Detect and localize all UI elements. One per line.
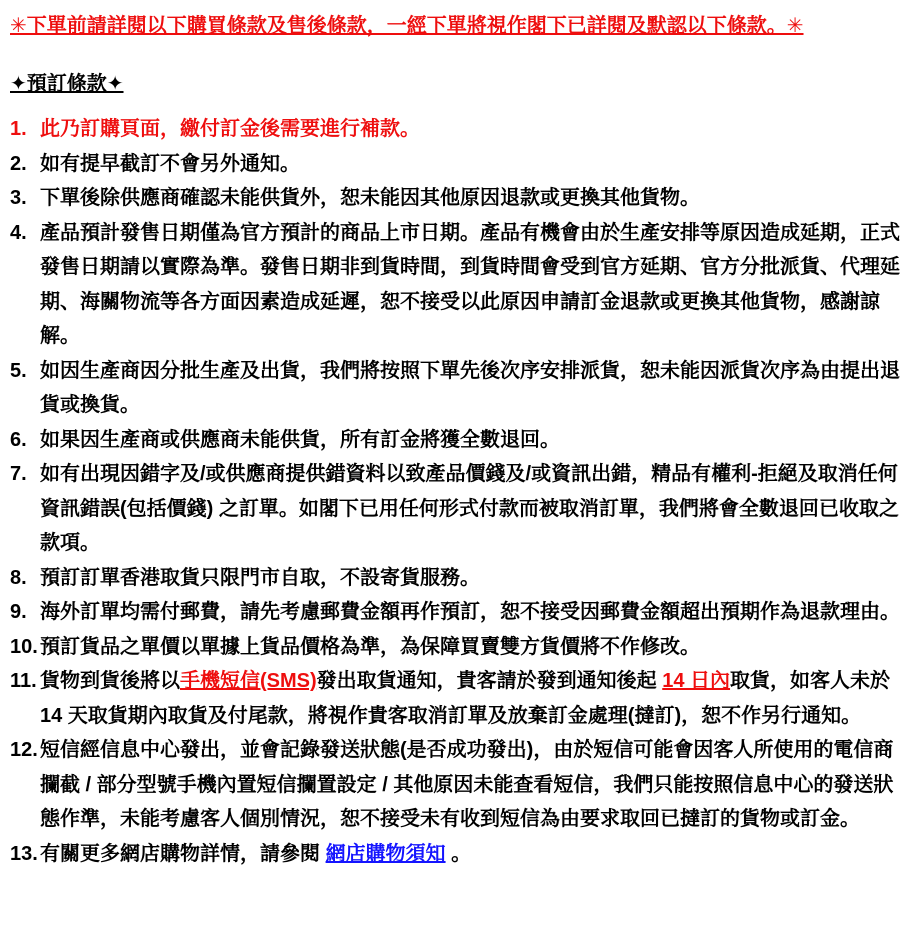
terms-list [10,112,905,871]
term-segment: 如有出現因錯字及/或供應商提供錯資料以致產品價錢及/或資訊出錯，精品有權利-拒絕及取消任何資訊錯誤(包括價錢) 之訂單。如閣下已用任何形式付款而被取消訂單，我們將會全數退回已收取之款項。 [40,463,899,554]
term-item [10,354,905,423]
term-item [10,216,905,354]
term-highlight: 手機短信(SMS) [180,670,317,692]
term-item [10,837,905,872]
term-number: 6. [10,428,27,451]
term-item [10,561,905,596]
term-number: 4. [10,221,27,244]
pre-order-warning-header: ✳下單前請詳閱以下購買條款及售後條款，一經下單將視作閣下已詳閱及默認以下條款。✳ [10,15,804,37]
term-segment: 產品預計發售日期僅為官方預計的商品上市日期。產品有機會由於生產安排等原因造成延期，正式發售日期請以實際為準。發售日期非到貨時間，到貨時間會受到官方延期、官方分批派貨、代理延期、海關物流等各方面因素造成延遲，恕不接受以此原因申請訂金退款或更換其他貨物，感謝諒解。 [40,221,900,347]
term-number: 1. [10,118,27,140]
term-highlight: 14 日內 [662,670,731,692]
term-item [10,733,905,837]
term-content [40,222,900,348]
term-content [40,670,890,727]
term-segment: 預訂貨品之單價以單據上貨品價格為準，為保障買賣雙方貨價將不作修改。 [40,635,700,658]
term-segment: 預訂訂單香港取貨只限門市自取，不設寄貨服務。 [40,566,480,589]
section-title-preorder-terms: ✦預訂條款✦ [10,73,124,95]
term-item [10,112,905,147]
term-segment: 如有提早截訂不會另外通知。 [40,152,300,175]
term-segment: 。 [445,842,472,865]
term-content [40,567,480,589]
term-content [40,739,893,830]
term-item [10,181,905,216]
term-content [40,118,420,140]
term-content [40,843,471,865]
term-item [10,664,905,733]
term-content [40,601,900,623]
term-content [40,636,700,658]
term-segment: 貨物到貨後將以 [40,670,180,692]
term-number: 7. [10,463,27,485]
term-segment: 海外訂單均需付郵費，請先考慮郵費金額再作預訂，恕不接受因郵費金額超出預期作為退款理由。 [40,601,900,623]
term-content [40,463,899,554]
term-number: 9. [10,601,27,623]
shop-guide-link[interactable]: 網店購物須知 [325,842,446,865]
term-number: 8. [10,566,27,589]
term-item [10,457,905,561]
term-number: 10. [10,635,38,658]
term-number: 12. [10,739,38,761]
term-number: 13. [10,842,38,865]
term-segment: 如果因生產商或供應商未能供貨，所有訂金將獲全數退回。 [40,428,560,451]
term-number: 11. [10,670,37,692]
term-content [40,429,560,451]
term-item [10,423,905,458]
term-segment: 發出取貨通知，貴客請於發到通知後起 [316,670,663,692]
term-segment: 有關更多網店購物詳情，請參閱 [40,842,326,865]
term-segment: 下單後除供應商確認未能供貨外，恕未能因其他原因退款或更換其他貨物。 [40,187,700,209]
term-segment: 取貨，如客人未於 14 天取貨期內取貨及付尾款，將視作貴客取消訂單及放棄訂金處理(撻訂)，恕不作另行通知。 [40,670,891,727]
term-item [10,147,905,182]
term-segment: 如因生產商因分批生產及出貨，我們將按照下單先後次序安排派貨，恕未能因派貨次序為由提出退貨或換貨。 [40,359,900,416]
term-item [10,595,905,630]
term-content [40,187,700,209]
term-segment-red: 此乃訂購頁面，繳付訂金後需要進行補款。 [40,118,420,140]
term-number: 5. [10,359,27,382]
term-content [40,153,300,175]
term-content [40,360,900,417]
term-segment: 短信經信息中心發出，並會記錄發送狀態(是否成功發出)，由於短信可能會因客人所使用的電信商攔截 / 部分型號手機內置短信攔置設定 / 其他原因未能查看短信，我們只能按照信息中心的發送狀態作準，未能考慮客人個別情況，恕不接受未有收到短信為由要求取回已撻訂的貨物或訂金。 [40,739,894,830]
term-number: 3. [10,187,27,209]
term-number: 2. [10,152,27,175]
term-item [10,630,905,665]
